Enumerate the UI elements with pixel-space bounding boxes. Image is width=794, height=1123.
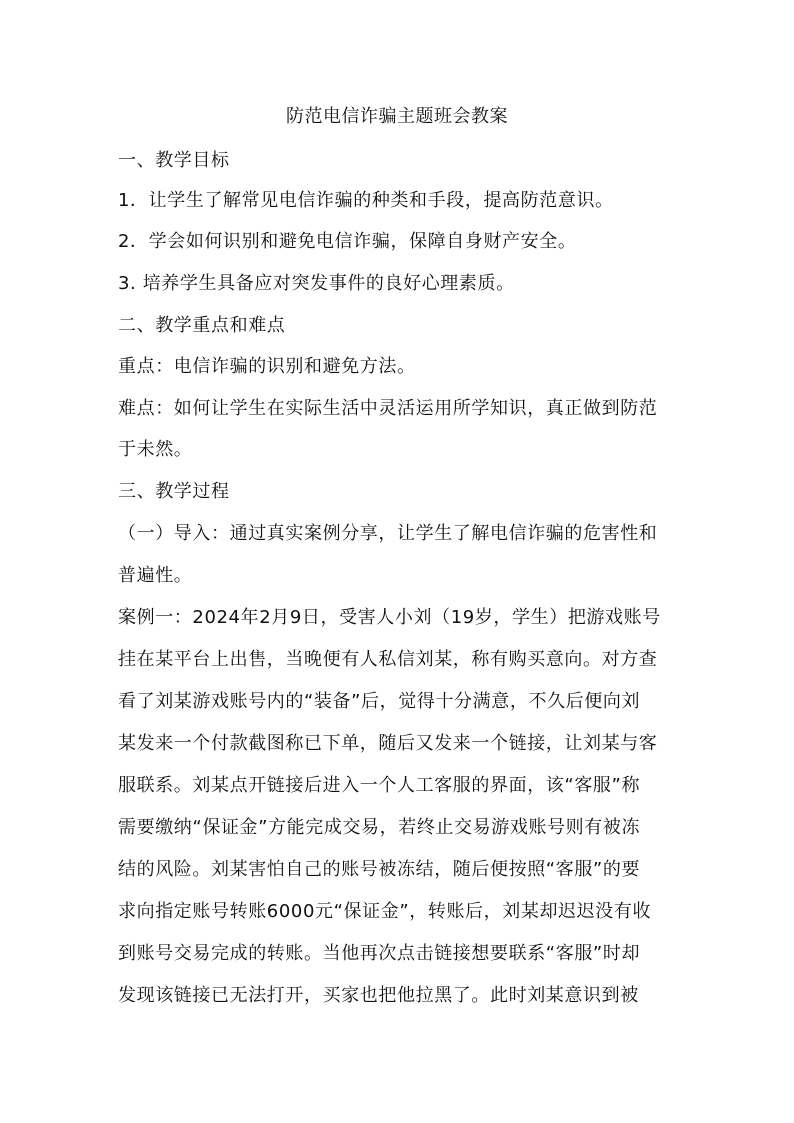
case-paragraph-line: 某发来一个付款截图称已下单，随后又发来一个链接，让刘某与客 (118, 733, 658, 754)
document-title: 防范电信诈骗主题班会教案 (286, 106, 508, 127)
case-paragraph-line: 服联系。刘某点开链接后进入一个人工客服的界面，该“客服”称 (118, 775, 641, 796)
case-paragraph-line: 看了刘某游戏账号内的“装备”后，觉得十分满意，不久后便向刘 (118, 691, 641, 712)
key-point-line: 重点：电信诈骗的识别和避免方法。 (118, 356, 416, 377)
case-paragraph-line: 需要缴纳“保证金”方能完成交易，若终止交易游戏账号则有被冻 (118, 817, 641, 838)
case-paragraph-line: 挂在某平台上出售，当晚便有人私信刘某，称有购买意向。对方查 (118, 649, 658, 670)
intro-paragraph-line: 普遍性。 (118, 565, 193, 586)
objective-item-3: 3. 培养学生具备应对突发事件的良好心理素质。 (118, 273, 515, 294)
case-paragraph-line: 发现该链接已无法打开，买家也把他拉黑了。此时刘某意识到被 (118, 985, 639, 1006)
section-heading-key-points: 二、教学重点和难点 (118, 315, 286, 336)
case-paragraph-line: 案例一：2024年2月9日，受害人小刘（19岁，学生）把游戏账号 (118, 607, 661, 628)
objective-item-1: 1．让学生了解常见电信诈骗的种类和手段，提高防范意识。 (118, 190, 614, 211)
difficulty-line-continued: 于未然。 (118, 439, 193, 460)
section-heading-process: 三、教学过程 (118, 481, 230, 502)
case-paragraph-line: 求向指定账号转账6000元“保证金”，转账后，刘某却迟迟没有收 (118, 901, 652, 922)
difficulty-line: 难点：如何让学生在实际生活中灵活运用所学知识，真正做到防范 (118, 398, 658, 419)
section-heading-objectives: 一、教学目标 (118, 150, 230, 171)
case-paragraph-line: 结的风险。刘某害怕自己的账号被冻结，随后便按照“客服”的要 (118, 859, 641, 880)
objective-item-2: 2．学会如何识别和避免电信诈骗，保障自身财产安全。 (118, 231, 577, 252)
case-paragraph-line: 到账号交易完成的转账。当他再次点击链接想要联系“客服”时却 (118, 943, 641, 964)
intro-paragraph-line: （一）导入：通过真实案例分享，让学生了解电信诈骗的危害性和 (118, 523, 658, 544)
